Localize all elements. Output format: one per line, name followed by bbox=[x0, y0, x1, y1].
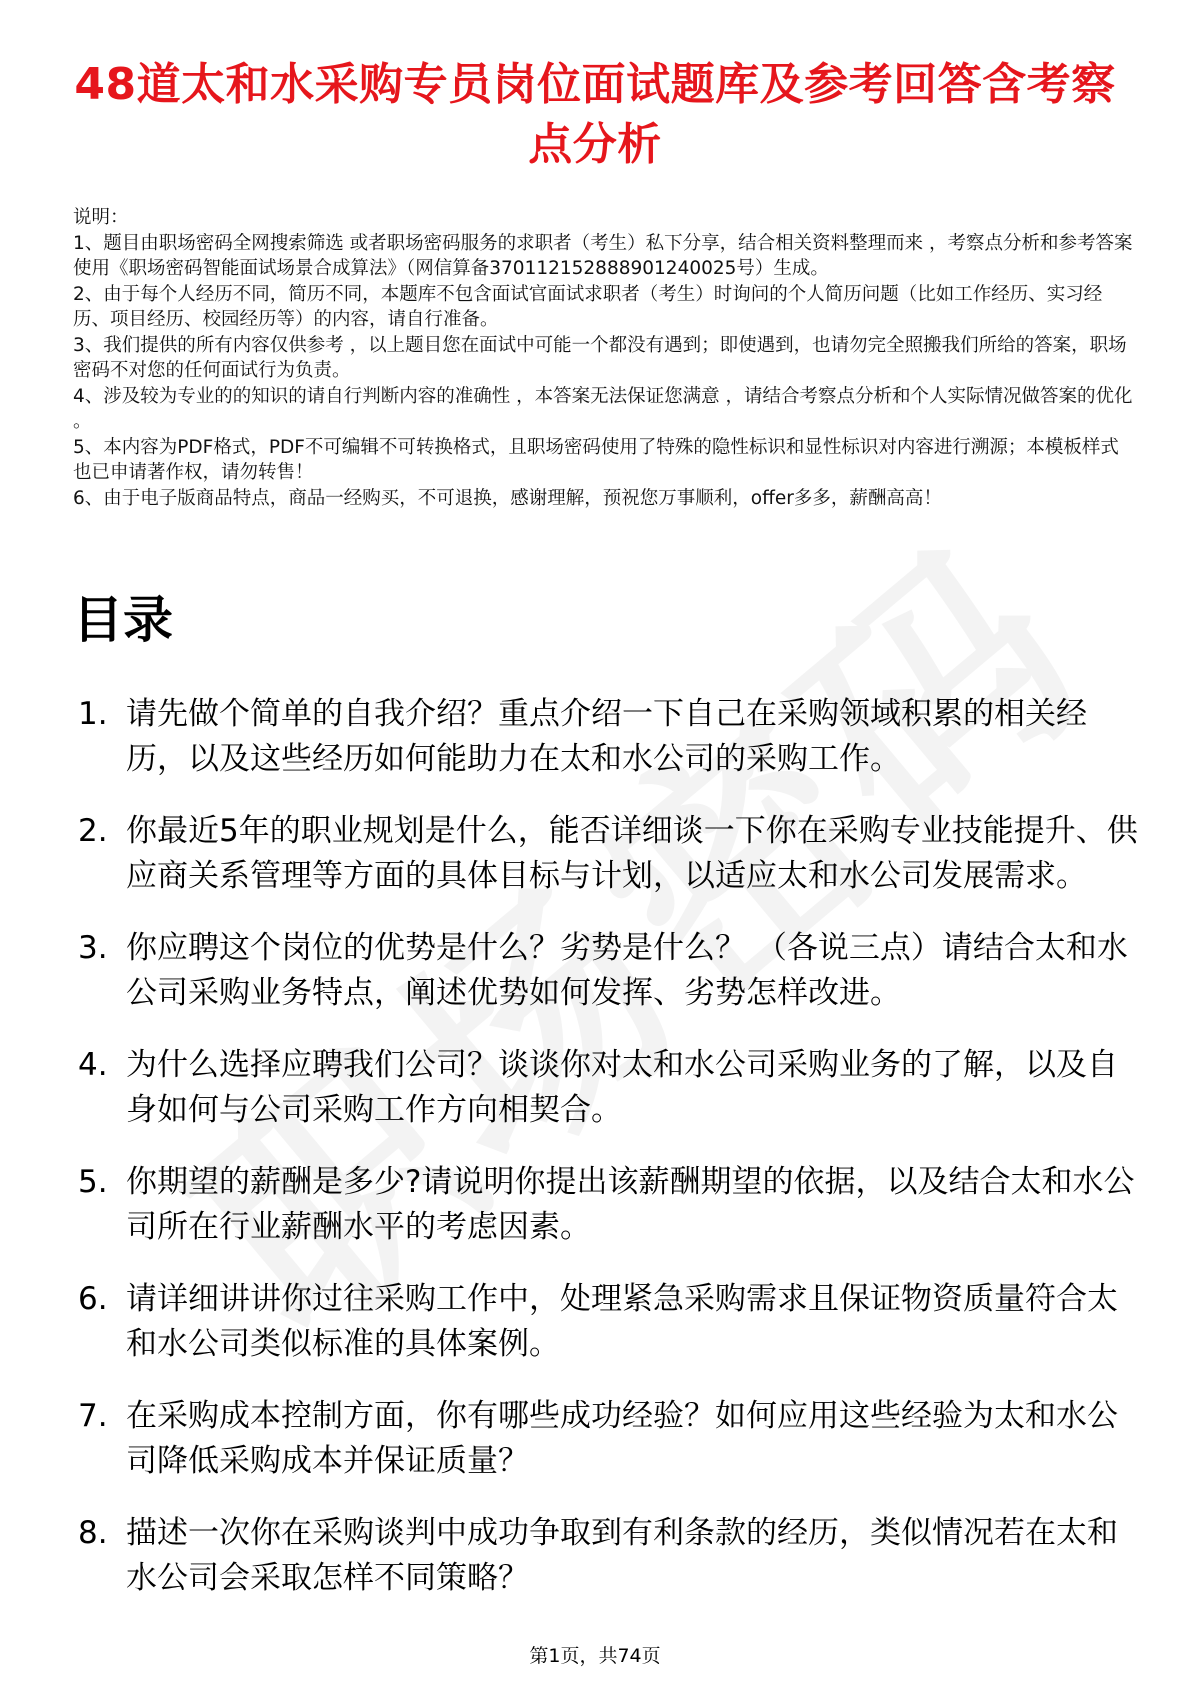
note-item: 5、本内容为PDF格式，PDF不可编辑不可转换格式，且职场密码使用了特殊的隐性标识和显性标识对内容进行溯源；本模板样式也已申请著作权，请勿转售！ bbox=[73, 436, 1119, 483]
toc-item[interactable] bbox=[78, 1160, 1138, 1250]
toc-item-number: 3. bbox=[78, 930, 108, 966]
note-item: 6、由于电子版商品特点，商品一经购买，不可退换，感谢理解，预祝您万事顺利，offer多多，薪酬高高！ bbox=[73, 487, 942, 509]
note-item: 4、涉及较为专业的的知识的请自行判断内容的准确性 ，本答案无法保证您满意 ，请结合考察点分析和个人实际情况做答案的优化 。 bbox=[73, 385, 1133, 432]
toc-item-text: 请详细讲讲你过往采购工作中，处理紧急采购需求且保证物资质量符合太和水公司类似标准的具体案例。 bbox=[126, 1281, 1118, 1362]
toc-item[interactable] bbox=[78, 926, 1138, 1016]
toc-item-number: 5. bbox=[78, 1164, 108, 1200]
toc-item-text: 描述一次你在采购谈判中成功争取到有利条款的经历，类似情况若在太和水公司会采取怎样不同策略？ bbox=[126, 1515, 1118, 1596]
toc-item-text: 请先做个简单的自我介绍？重点介绍一下自己在采购领域积累的相关经历，以及这些经历如何能助力在太和水公司的采购工作。 bbox=[126, 696, 1087, 777]
notes-section bbox=[73, 205, 1133, 511]
toc-item[interactable] bbox=[78, 1277, 1138, 1367]
page-footer: 第1页，共74页 bbox=[529, 1645, 661, 1667]
toc-item[interactable] bbox=[78, 1511, 1138, 1601]
note-item: 2、由于每个人经历不同，简历不同，本题库不包含面试官面试求职者（考生）时询问的个人简历问题（比如工作经历、实习经历、项目经历、校园经历等）的内容，请自行准备。 bbox=[73, 283, 1103, 330]
toc-item[interactable] bbox=[78, 809, 1138, 899]
toc-item[interactable] bbox=[78, 1394, 1138, 1484]
toc-heading: 目录 bbox=[73, 591, 173, 649]
note-item: 3、我们提供的所有内容仅供参考 ，以上题目您在面试中可能一个都没有遇到；即使遇到，也请勿完全照搬我们所给的答案，职场密码不对您的任何面试行为负责。 bbox=[73, 334, 1127, 381]
toc-item-number: 7. bbox=[78, 1398, 108, 1434]
toc-item-text: 你期望的薪酬是多少?请说明你提出该薪酬期望的依据，以及结合太和水公司所在行业薪酬水平的考虑因素。 bbox=[126, 1164, 1135, 1245]
toc-item-text: 你应聘这个岗位的优势是什么？劣势是什么？ （各说三点）请结合太和水公司采购业务特点，阐述优势如何发挥、劣势怎样改进。 bbox=[126, 930, 1128, 1011]
toc-item-number: 4. bbox=[78, 1047, 108, 1083]
toc-item-text: 在采购成本控制方面，你有哪些成功经验？如何应用这些经验为太和水公司降低采购成本并保证质量？ bbox=[126, 1398, 1118, 1479]
toc-item-number: 6. bbox=[78, 1281, 108, 1317]
toc-item-text: 你最近5年的职业规划是什么，能否详细谈一下你在采购专业技能提升、供应商关系管理等方面的具体目标与计划，以适应太和水公司发展需求。 bbox=[126, 813, 1138, 894]
toc-item-text: 为什么选择应聘我们公司？谈谈你对太和水公司采购业务的了解，以及自身如何与公司采购工作方向相契合。 bbox=[126, 1047, 1118, 1128]
toc-item[interactable] bbox=[78, 692, 1138, 782]
notes-heading: 说明： bbox=[73, 207, 129, 228]
toc-item-number: 8. bbox=[78, 1515, 108, 1551]
document-title: 48道太和水采购专员岗位面试题库及参考回答含考察点分析 bbox=[74, 59, 1116, 170]
table-of-contents bbox=[78, 692, 1138, 1628]
toc-item-number: 2. bbox=[78, 813, 108, 849]
toc-item[interactable] bbox=[78, 1043, 1138, 1133]
toc-item-number: 1. bbox=[78, 696, 108, 732]
note-item: 1、题目由职场密码全网搜索筛选 或者职场密码服务的求职者（考生）私下分享，结合相关资料整理而来 ，考察点分析和参考答案使用《职场密码智能面试场景合成算法》（网信算备370112152888901240025号）生成。 bbox=[73, 232, 1133, 279]
